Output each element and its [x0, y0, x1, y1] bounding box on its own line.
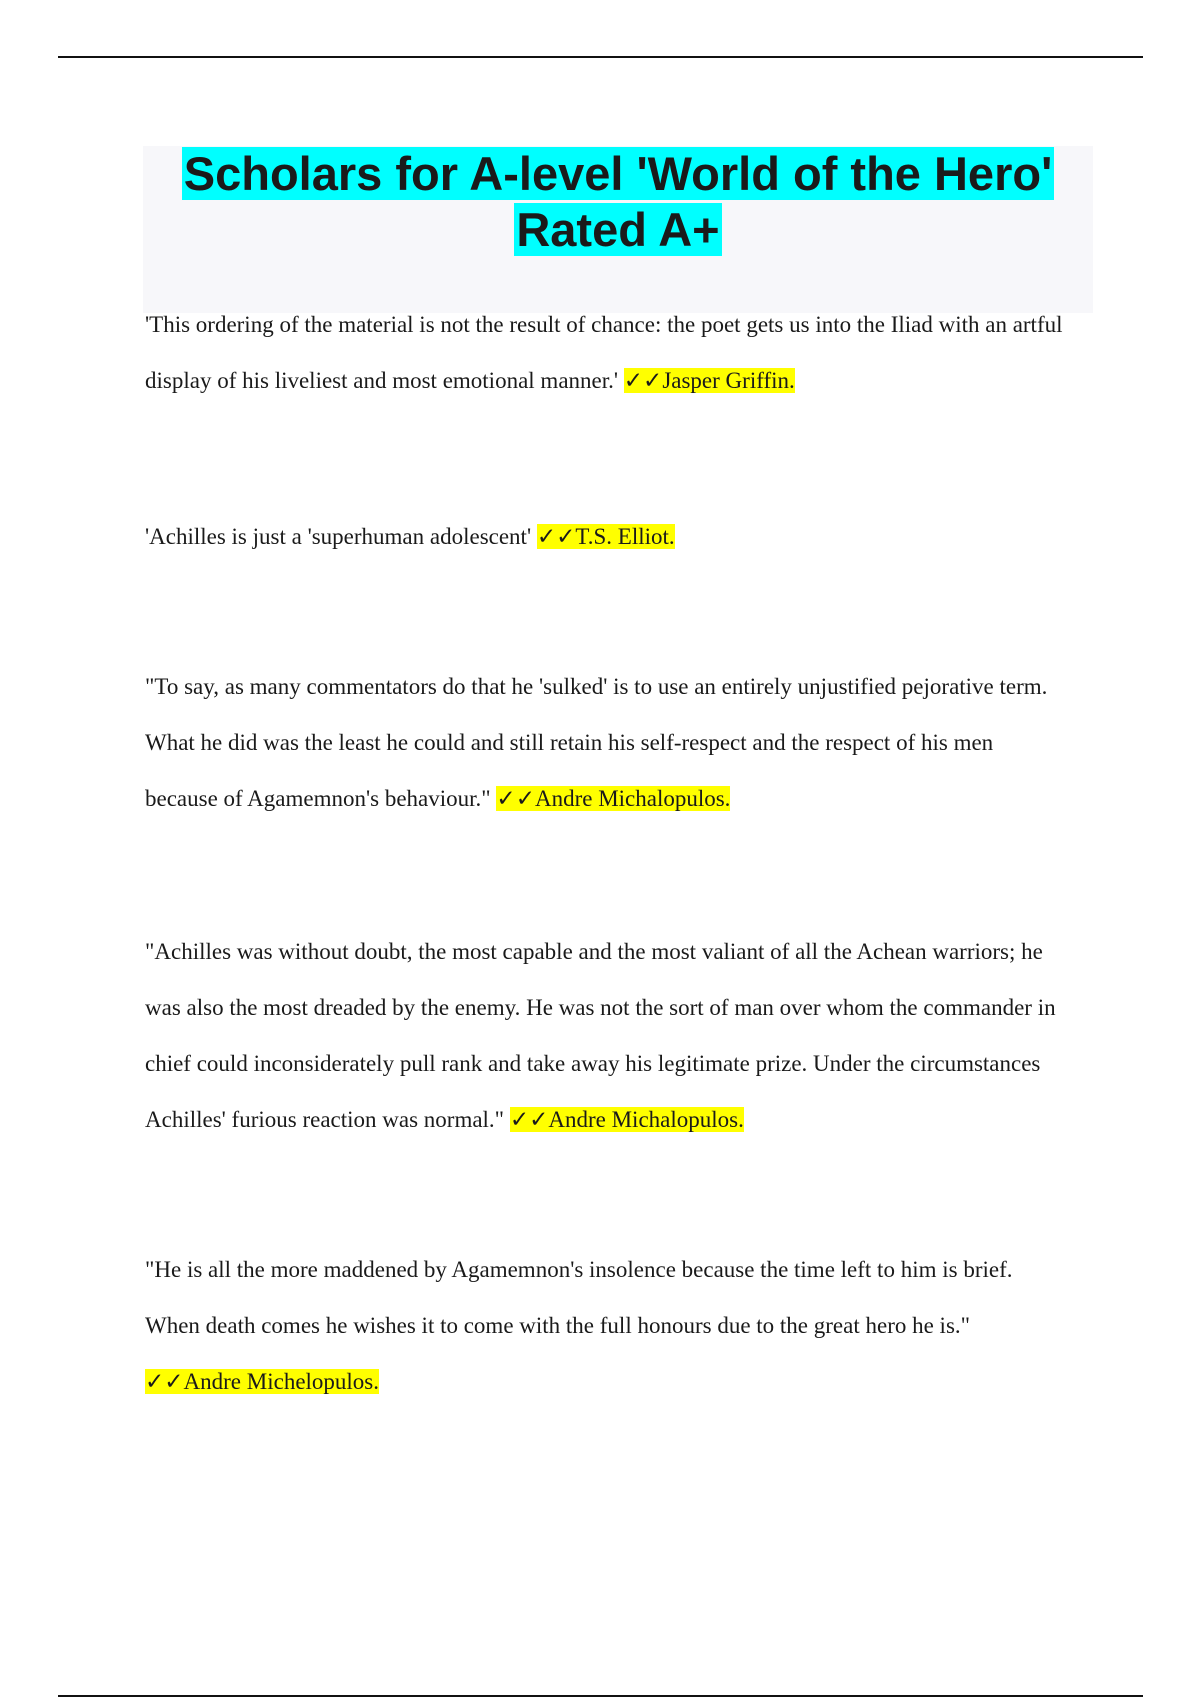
quote-entry: [145, 509, 1065, 565]
quote-text: 'Achilles is just a 'superhuman adolescent': [145, 524, 537, 549]
quote-text: "To say, as many commentators do that he 'sulked' is to use an entirely unjustified pejorative term. What he did was the least he could and still retain his self-respect and the respect of his men because of Agamemnon's behaviour.": [145, 674, 1048, 811]
quote-entry: [145, 1242, 1065, 1410]
quote-attribution: ✓✓Andre Michalopulos.: [496, 786, 731, 811]
quote-text: 'This ordering of the material is not the result of chance: the poet gets us into the Iliad with an artful display of his liveliest and most emotional manner.': [145, 312, 1063, 393]
quote-entry: [145, 659, 1065, 827]
title-line-2: Rated A+: [516, 203, 720, 256]
quote-text: "He is all the more maddened by Agamemnon's insolence because the time left to him is brief. When death comes he wishes it to come with the full honours due to the great hero he is.": [145, 1257, 1013, 1338]
top-rule: [58, 56, 1143, 58]
quote-text: "Achilles was without doubt, the most capable and the most valiant of all the Achean warriors; he was also the most dreaded by the enemy. He was not the sort of man over whom the commander in chief could inconsiderately pull rank and take away his legitimate prize. Under the circumstances Achilles' furious reaction was normal.": [145, 939, 1056, 1132]
title-block: [143, 146, 1093, 313]
bottom-rule: [58, 1695, 1143, 1697]
quote-entry: [145, 924, 1065, 1148]
quote-attribution: ✓✓Jasper Griffin.: [623, 368, 795, 393]
title-line-1: Scholars for A-level 'World of the Hero': [183, 147, 1053, 200]
document-title: [143, 146, 1093, 258]
quote-attribution: ✓✓Andre Michelopulos.: [145, 1369, 380, 1394]
quote-entry: [145, 297, 1065, 409]
quote-attribution: ✓✓Andre Michalopulos.: [509, 1107, 744, 1132]
quote-attribution: ✓✓T.S. Elliot.: [536, 524, 675, 549]
